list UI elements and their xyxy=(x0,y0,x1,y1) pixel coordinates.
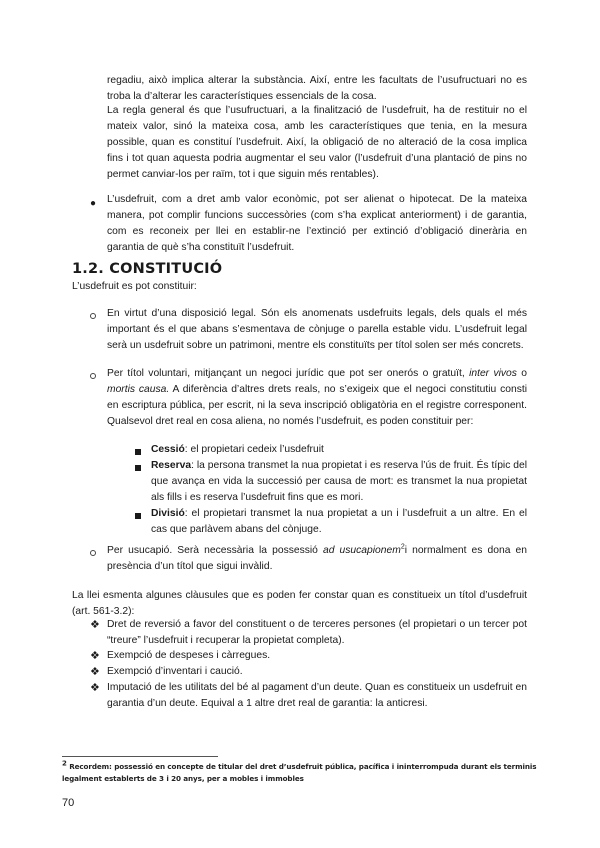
subitem-reserva: Reserva: la persona transmet la nua propietat i es reserva l’ús de fruit. És típic del que avança en vida la successió per causa de mort: es transmet la nua propietat als fills i es reserva l’usdefruit fins que es mori. xyxy=(151,460,527,503)
intro-bullet-paragraph: L’usdefruit, com a dret amb valor econòmic, pot ser alienat o hipotecat. De la mateixa manera, pot complir funcions successòries (com s’ha explicat anteriorment) i de garantia, com es reconeix per llei en establir-ne l’extinció per extinció d’obligació dinerària en garantia de què s’ha constituït l’usdefruit. xyxy=(107,194,527,253)
hollow-bullet-icon xyxy=(90,373,96,379)
square-bullet-icon xyxy=(135,449,141,455)
page-number: 70 xyxy=(62,797,75,809)
diamond-bullet-icon: ❖ xyxy=(90,650,100,662)
bullet-dot-icon: ● xyxy=(90,198,97,209)
diamond-bullet-icon: ❖ xyxy=(90,666,100,678)
clauses-intro: La llei esmenta algunes clàusules que es poden fer constar quan es constitueix un títol d’usdefruit (art. 561-3.2): xyxy=(72,590,527,617)
section-heading: 1.2. CONSTITUCIÓ xyxy=(72,261,223,277)
item-voluntari: Per títol voluntari, mitjançant un negoci jurídic que pot ser onerós o gratuït, inter vivos o mortis causa. A diferència d’altres drets reals, no s’exigeix que el negoci constitutiu consti en escriptura pública, per escrit, ni la seva inscripció obligatòria en el registre corresponent. Qualsevol dret real en cosa aliena, no només l’usdefruit, es poden constituir per: xyxy=(107,368,527,427)
footnote-reference: 2 xyxy=(400,543,405,551)
footnote-divider xyxy=(62,756,218,757)
intro-paragraph-1: regadiu, això implica alterar la substància. Així, entre les facultats de l’usufructuari no es troba la d’alterar les característiques essencials de la cosa. xyxy=(107,75,527,102)
footnote: $^2$ Recordem: possessió en concepte de titular del dret d’usdefruit pública, pacífica i ininterrompuda durant els terminis legalment establerts de 3 i 20 anys, per a mobles i immobles xyxy=(62,759,537,783)
clause-item: Dret de reversió a favor del constituent o de terceres persones (el propietari o un tercer pot “treure” l’usdefruit i recuperar la propietat completa). xyxy=(107,619,527,646)
subitem-cessio: Cessió: el propietari cedeix l’usdefruit xyxy=(151,444,324,455)
diamond-bullet-icon: ❖ xyxy=(90,682,100,694)
square-bullet-icon xyxy=(135,465,141,471)
clause-item: Exempció d’inventari i caució. xyxy=(107,666,243,677)
hollow-bullet-icon xyxy=(90,313,96,319)
intro-paragraph-2: La regla general és que l’usufructuari, a la finalització de l’usdefruit, ha de restituir no el mateix valor, sinó la mateixa cosa, amb les característiques que tenia, en la mesura possible, quan es constituí l’usdefruit. Així, la obligació de no alteració de la cosa implica fins i tot quan aquesta podria augmentar el seu valor (l’usdefruit d’una plantació de pins no permet canviar-los per raïm, tot i que siguin més rentables). xyxy=(107,105,527,180)
hollow-bullet-icon xyxy=(90,550,96,556)
diamond-bullet-icon: ❖ xyxy=(90,619,100,631)
item-usucapio: Per usucapió. Serà necessària la possessió ad usucapionem$^2$i normalment es dona en presència d’un títol que sigui invàlid. xyxy=(107,543,527,572)
subitem-divisio: Divisió: el propietari transmet la nua propietat a un i l’usdefruit a un altre. En el cas que parlàvem abans del cònjuge. xyxy=(151,508,527,535)
item-legal: En virtut d’una disposició legal. Són els anomenats usdefruits legals, dels quals el més important és el que abans s’esmentava de cònjuge o parella estable vidu. L’usdefruit legal serà un usdefruit sobre un patrimoni, mentre els constituïts per títol solen ser més concrets. xyxy=(107,308,527,351)
section-intro: L’usdefruit es pot constituir: xyxy=(72,281,197,292)
clause-item: Imputació de les utilitats del bé al pagament d’un deute. Quan es constitueix un usdefruit en garantia d’un deute. Equival a 1 altre dret real de garantia: la anticresi. xyxy=(107,682,527,709)
square-bullet-icon xyxy=(135,513,141,519)
clause-item: Exempció de despeses i càrregues. xyxy=(107,650,271,661)
